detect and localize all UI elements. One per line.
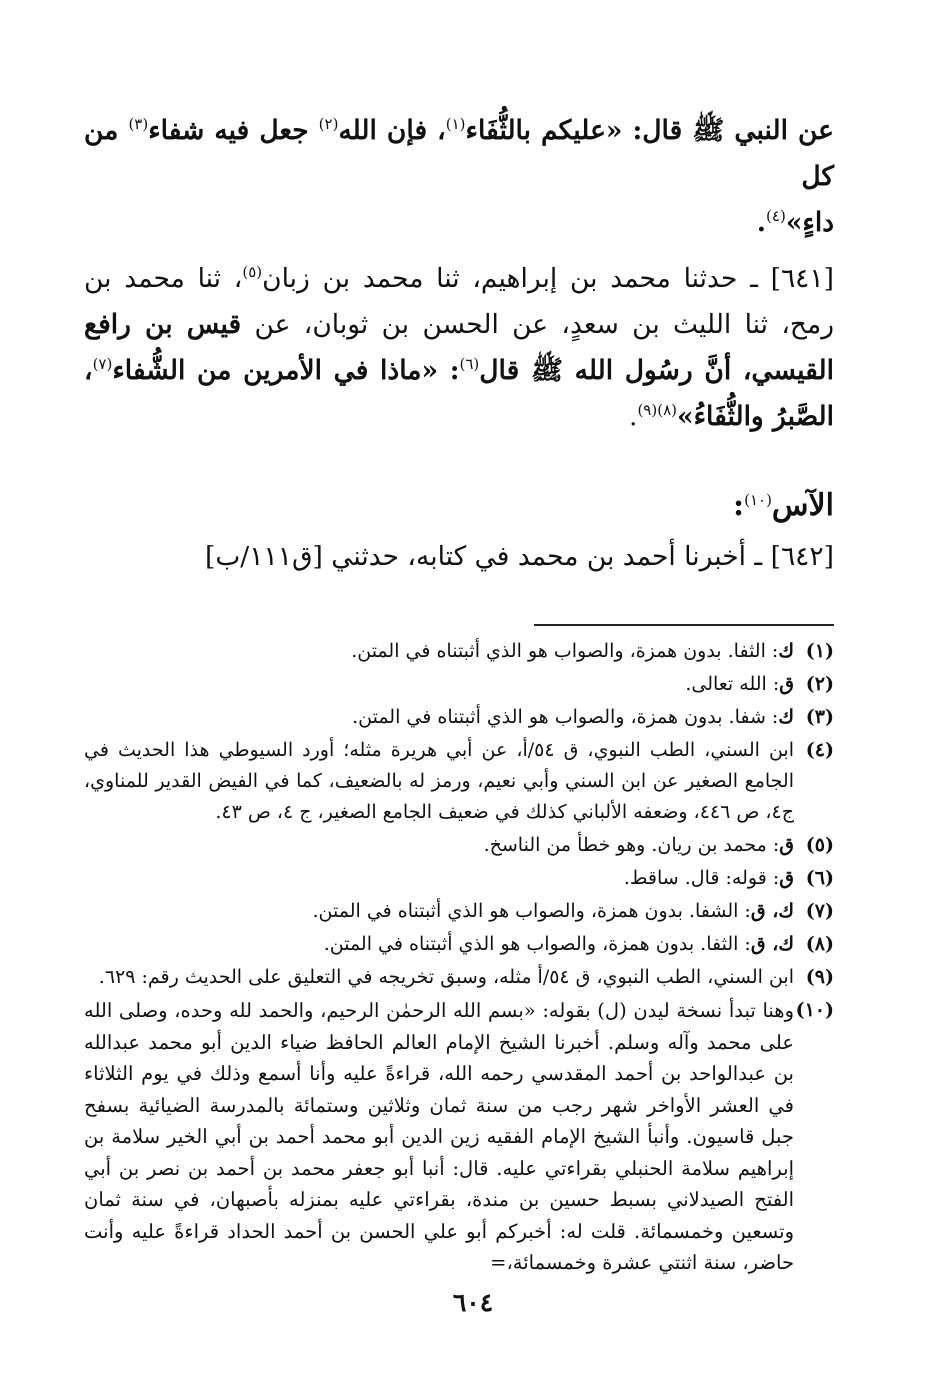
footnote-ref[interactable]: (٢) (318, 115, 339, 133)
text-run: ، فإن الله (338, 115, 446, 146)
heading-colon: : (733, 488, 745, 523)
footnote-number: (٨) (805, 933, 834, 955)
hadith-paragraph-1 (84, 108, 834, 246)
hadith-paragraph-641 (84, 256, 834, 440)
footnote-number: (٧) (805, 900, 834, 922)
footnote-body: ابن السني، الطب النبوي، ق ٥٤/أ مثله، وسبق تخريجه في التعليق على الحديث رقم: ٦٢٩. (98, 966, 794, 988)
page-number: ٦٠٤ (452, 1288, 494, 1317)
footnote-number: (٦) (805, 867, 834, 889)
footnote-divider (534, 624, 834, 626)
footnote-body: وهنا تبدأ نسخة ليدن (ل) بقوله: «بسم الله الرحمٰن الرحيم، والحمد لله وحده، وصلى الله على محمد وآله وسلم. أخبرنا الشيخ الإمام العالم الحافظ ضياء الدين أبو محمد عبدالله بن عبدالواحد بن أحمد المقدسي رحمه الله، قراءةً عليه وأنا أسمع وذلك في يوم الثلاثاء في العشر الأواخر شهر رجب من سنة ثمان وثلاثين وستمائة بالمدرسة الضيائية بسفح جبل قاسيون. وأنبأ الشيخ الإمام الفقيه زين الدين أبو محمد أحمد بن أبي الخير سلامة بن إبراهيم سلامة الحنبلي بقراءتي عليه. قال: أنبا أبو جعفر محمد بن أحمد بن نصر بن أبي الفتح الصيدلاني بسبط حسين بن مندة، بقراءتي عليه بمنزله بأصبهان، في سنة ثمان وتسعين وخمسمائة. قلت له: أخبركم أبو علي الحسن بن أحمد الحداد قراءةً عليه وأنت حاضر، سنة اثنتي عشرة وخمسمائة،= (84, 999, 794, 1274)
footnote-number: (٣) (805, 706, 834, 728)
footnote-number: (٢) (805, 673, 834, 695)
manuscript-siglum: ك (778, 706, 794, 728)
manuscript-siglum: ق (779, 867, 794, 889)
footnote-number: (٥) (805, 834, 834, 856)
bold-run: ، الصَّبرُ والثُّفَاءُ» (84, 355, 834, 432)
footnote-body: : شفا. بدون همزة، والصواب هو الذي أثبتناه في المتن. (352, 706, 779, 728)
text-run: عن النبي ﷺ قال: «عليكم بالثُّفَاء (465, 115, 834, 146)
footnote-item (84, 863, 834, 894)
footnote-body: : محمد بن ريان. وهو خطأ من الناسخ. (483, 834, 780, 856)
manuscript-siglum: ق (779, 834, 794, 856)
footnote-ref[interactable]: (٨) (657, 401, 677, 419)
footnote-item (84, 962, 834, 993)
manuscript-siglum: ك (778, 640, 794, 662)
footnote-text (84, 735, 794, 828)
manuscript-siglum: ك، ق (750, 933, 794, 955)
footnote-body: ابن السني، الطب النبوي، ق ٥٤/أ، عن أبي هريرة مثله؛ أورد السيوطي هذا الحديث في الجامع الصغير عن ابن السني وأبي نعيم، ورمز له بالضعيف، كما في الفيض القدير للمناوي، ج٤، ص ٤٤٦، وضعفه الألباني كذلك في ضعيف الجامع الصغير، ج ٤، ص ٤٣. (84, 739, 794, 823)
footnotes-list (84, 636, 834, 1279)
footnote-ref[interactable]: (٧) (92, 355, 113, 373)
footnote-item (84, 995, 834, 1279)
footnote-text (84, 896, 794, 927)
footnote-item (84, 669, 834, 700)
footnote-body: : الله تعالى. (685, 673, 780, 695)
footnote-ref[interactable]: (١) (445, 115, 466, 133)
footnote-text (84, 830, 794, 861)
footnote-number: (١) (805, 640, 834, 662)
footnote-item (84, 702, 834, 733)
text-run: ، ثنا محمد بن رمح، ثنا الليث بن سعدٍ، عن الحسن بن ثوبان، عن (84, 263, 834, 340)
footnote-text (84, 929, 794, 960)
footnote-text (84, 863, 794, 894)
text-run: [٦٤١] ـ حدثنا محمد بن إبراهيم، ثنا محمد بن زبان (262, 263, 834, 294)
paragraph-tail (84, 200, 834, 246)
footnote-text (84, 669, 794, 700)
text-run: داءٍ» (785, 207, 834, 238)
footnote-item (84, 830, 834, 861)
bold-run: : «ماذا في الأمرين من الشُّفاء (112, 355, 460, 386)
footnote-ref[interactable]: (٥) (242, 263, 263, 281)
footnote-body: : الثفا. بدون همزة، والصواب هو الذي أثبتناه في المتن. (351, 640, 779, 662)
footnote-item (84, 636, 834, 667)
heading-text: الآس (771, 488, 834, 523)
footnote-number: (١٠) (795, 999, 834, 1021)
footnote-ref[interactable]: (١٠) (744, 491, 772, 509)
manuscript-siglum: ق (779, 673, 794, 695)
footnote-body: : الثفا. بدون همزة، والصواب هو الذي أثبتناه في المتن. (323, 933, 751, 955)
footnote-text (84, 995, 794, 1279)
footnote-ref[interactable]: (٩) (637, 401, 658, 419)
section-heading (84, 486, 834, 526)
footnote-body: : قوله: قال. ساقط. (623, 867, 780, 889)
footnote-ref[interactable]: (٤) (766, 207, 786, 225)
text-run: جعل فيه شفاء (148, 115, 319, 146)
manuscript-siglum: ك، ق (750, 900, 794, 922)
main-text (84, 108, 834, 580)
footnote-number: (٤) (805, 739, 834, 761)
text-run: . (756, 207, 767, 238)
footnote-text (84, 636, 794, 667)
hadith-paragraph-642: [٦٤٢] ـ أخبرنا أحمد بن محمد في كتابه، حدثني [ق١١١/ب] (205, 541, 834, 572)
bold-run: قيس بن رافع القيسي، أنَّ رسُول الله ﷺ قال (84, 309, 834, 386)
footnote-ref[interactable]: (٣) (128, 115, 149, 133)
text-run: من كل (84, 115, 834, 192)
footnote-body: : الشفا. بدون همزة، والصواب هو الذي أثبتناه في المتن. (312, 900, 751, 922)
footnote-ref[interactable]: (٦) (459, 355, 480, 373)
footnote-item (84, 929, 834, 960)
footnote-text (84, 962, 794, 993)
footnote-item (84, 896, 834, 927)
footnote-text (84, 702, 794, 733)
footnote-number: (٩) (805, 966, 834, 988)
footnote-item (84, 735, 834, 828)
text-run: . (629, 401, 638, 432)
